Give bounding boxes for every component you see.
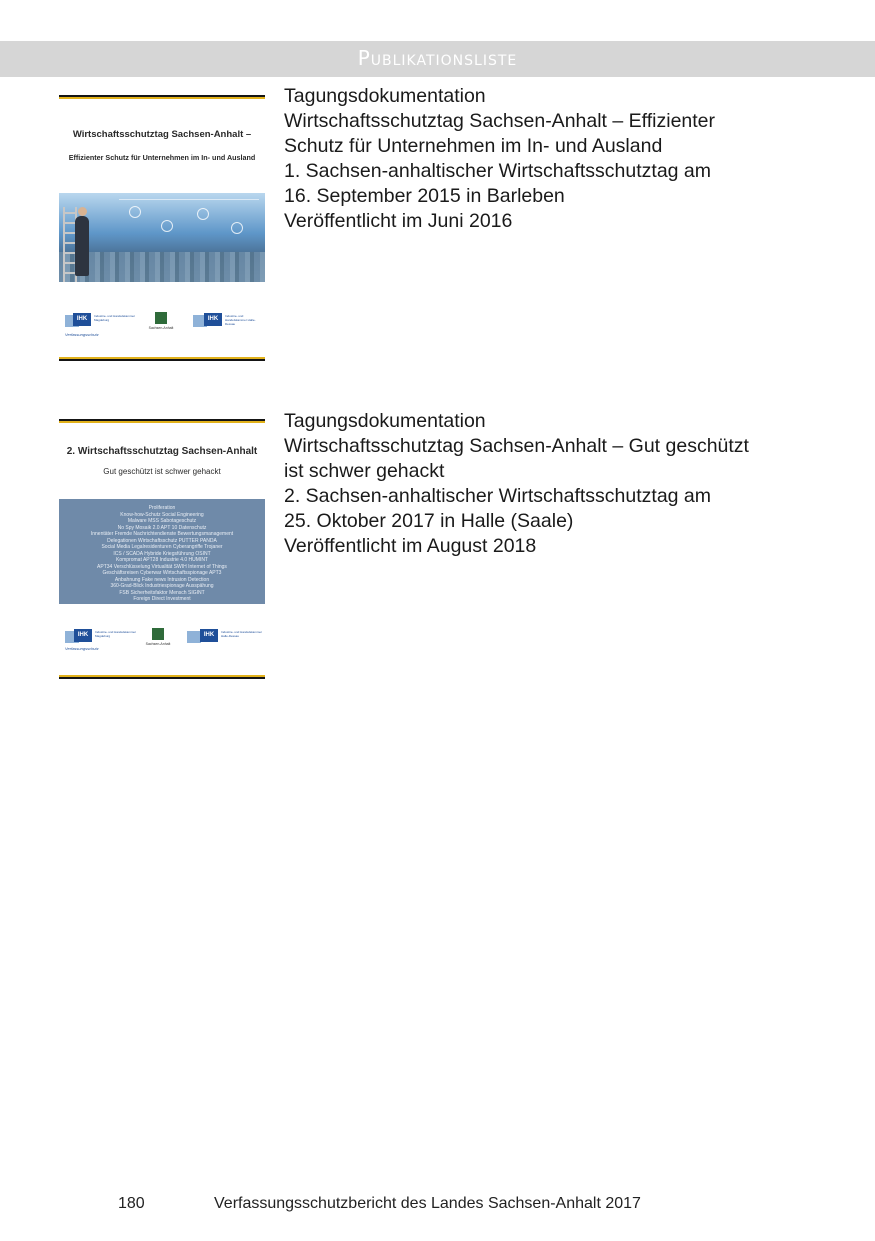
skyline bbox=[59, 252, 265, 282]
cover-image-city bbox=[59, 193, 265, 282]
publication-cover-2 bbox=[59, 419, 265, 681]
cover-logos bbox=[59, 626, 265, 658]
ihk-logo-text: Industrie- und Handelskammer Magdeburg bbox=[94, 314, 136, 322]
cover-bottom-rule bbox=[59, 357, 265, 361]
word-cloud-line: APT34 Verschlüsselung Virtualität SWIH Internet of Things bbox=[97, 563, 227, 570]
word-cloud-line: 360-Grad-Blick Industriespionage Ausspähung bbox=[110, 583, 214, 589]
cover-title: Wirtschaftsschutztag Sachsen-Anhalt – bbox=[72, 129, 252, 140]
footer-title: Verfassungsschutzbericht des Landes Sachsen-Anhalt 2017 bbox=[214, 1195, 641, 1212]
cover-bottom-rule bbox=[59, 675, 265, 679]
entry-event: 2. Sachsen-anhaltischer Wirtschaftsschutztag am bbox=[284, 485, 712, 507]
word-cloud-line: Anbahnung Fake news Intrusion Detection bbox=[114, 576, 210, 583]
ihk-logo: IHK bbox=[204, 313, 222, 326]
ihk-logo: IHK bbox=[200, 629, 218, 642]
publication-entry-1 bbox=[284, 84, 715, 234]
logo-script-text: Verfassungsschutz bbox=[65, 646, 99, 651]
cover-image-graphics bbox=[119, 199, 259, 250]
state-crest-text: Sachsen-Anhalt bbox=[145, 642, 171, 646]
state-crest-icon bbox=[152, 628, 164, 640]
word-cloud-line: Social Media Legalresidenturen Cyberangriffe Trojaner bbox=[101, 544, 223, 550]
word-cloud-line: Geschäftsreisen Cyberwar Wirtschaftsspionage APT3 bbox=[102, 570, 222, 576]
entry-title-cont: ist schwer gehackt bbox=[284, 460, 445, 482]
entry-type: Tagungsdokumentation bbox=[284, 85, 486, 107]
cover-logos bbox=[59, 310, 265, 342]
page-header-title: Publikationsliste bbox=[357, 46, 518, 70]
word-cloud-line: Innentäter Fremde Nachrichtendienste Bewertungsmanagement bbox=[90, 531, 234, 537]
entry-event-date: 25. Oktober 2017 in Halle (Saale) bbox=[284, 510, 574, 532]
entry-title: Wirtschaftsschutztag Sachsen-Anhalt – Gut geschützt bbox=[284, 435, 749, 457]
entry-type: Tagungsdokumentation bbox=[284, 410, 486, 432]
cover-top-rule bbox=[59, 95, 265, 99]
ihk-logo-text: Industrie- und Handelskammer Halle-Dessau bbox=[225, 314, 256, 326]
cover-subtitle: Gut geschützt ist schwer gehackt bbox=[103, 467, 221, 476]
word-cloud-line: ICS / SCADA Hybride Kriegsführung OSINT bbox=[113, 550, 211, 557]
cover-subtitle: Effizienter Schutz für Unternehmen im In- und Ausland bbox=[68, 153, 256, 162]
cover-top-rule bbox=[59, 419, 265, 423]
word-cloud-line: No Spy Mosaik 2.0 APT 10 Datenschutz bbox=[117, 524, 207, 531]
publication-entry-2 bbox=[284, 409, 749, 559]
state-crest-text: Sachsen-Anhalt bbox=[148, 326, 174, 330]
cover-word-cloud bbox=[59, 499, 265, 604]
ihk-logo-bg bbox=[187, 631, 201, 643]
logo-script-text: Verfassungsschutz bbox=[65, 332, 99, 337]
ihk-logo-text: Industrie- und Handelskammer Magdeburg bbox=[95, 630, 137, 638]
word-cloud-line: Malware MSS Sabotageschutz bbox=[127, 518, 197, 524]
ihk-logo: IHK bbox=[74, 629, 92, 642]
entry-event: 1. Sachsen-anhaltischer Wirtschaftsschutztag am bbox=[284, 160, 712, 182]
publication-cover-1 bbox=[59, 95, 265, 363]
word-cloud-line: Kompromat APT28 Industrie 4.0 HUMINT bbox=[116, 557, 208, 563]
word-cloud-line: Delegationen Wirtschaftsschutz PUTTER PANDA bbox=[107, 537, 217, 544]
ihk-logo-text: Industrie- und Handelskammer Halle-Dessau bbox=[221, 630, 263, 638]
page-number: 180 bbox=[118, 1195, 145, 1212]
ihk-logo: IHK bbox=[73, 313, 91, 326]
state-crest-icon bbox=[155, 312, 167, 324]
entry-title: Wirtschaftsschutztag Sachsen-Anhalt – Effizienter bbox=[284, 110, 716, 132]
word-cloud-line: Know-how-Schutz Social Engineering bbox=[120, 511, 204, 518]
entry-title-cont: Schutz für Unternehmen im In- und Ausland bbox=[284, 135, 663, 157]
word-cloud-line: Proliferation bbox=[148, 505, 176, 511]
businessman-figure bbox=[75, 216, 89, 276]
entry-event-date: 16. September 2015 in Barleben bbox=[284, 185, 565, 207]
entry-published: Veröffentlicht im Juni 2016 bbox=[284, 210, 513, 232]
cover-title: 2. Wirtschaftsschutztag Sachsen-Anhalt bbox=[66, 446, 258, 457]
word-cloud-line: Foreign Direct Investment bbox=[133, 596, 191, 602]
entry-published: Veröffentlicht im August 2018 bbox=[284, 535, 537, 557]
word-cloud-line: FSB Sicherheitsfaktor Mensch SIGINT bbox=[119, 589, 205, 596]
